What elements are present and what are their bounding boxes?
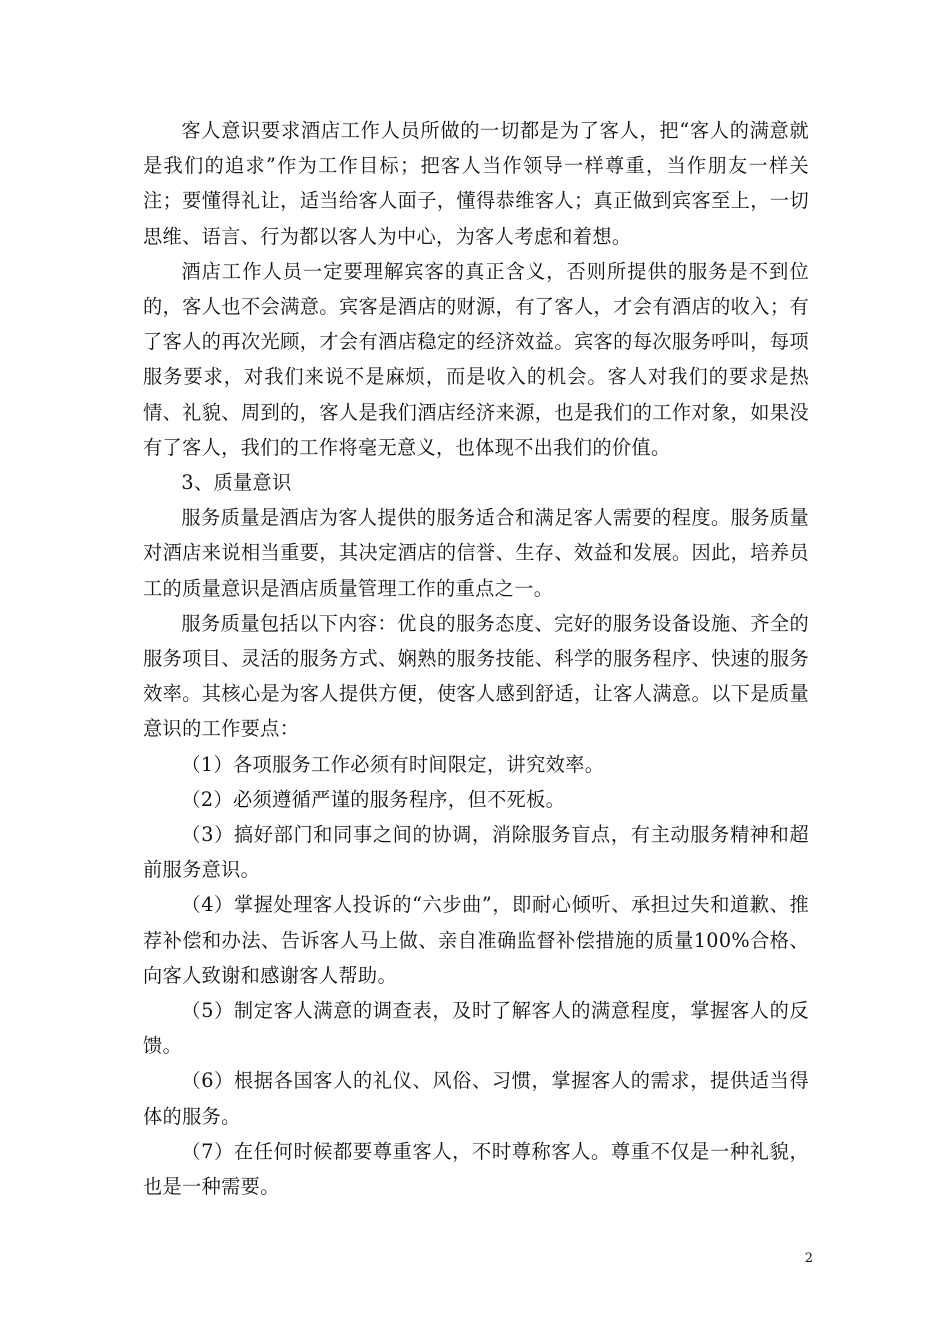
paragraph-service-quality-definition: 服务质量是酒店为客人提供的服务适合和满足客人需要的程度。服务质量对酒店来说相当重要，其决定酒店的信誉、生存、效益和发展。因此，培养员工的质量意识是酒店质量管理工作的重点之一。 [143, 506, 809, 600]
list-item-1: （1）各项服务工作必须有时间限定，讲究效率。 [181, 752, 605, 776]
paragraph-customer-awareness: 客人意识要求酒店工作人员所做的一切都是为了客人，把“客人的满意就是我们的追求”作为工作目标；把客人当作领导一样尊重，当作朋友一样关注；要懂得礼让，适当给客人面子，懂得恭维客人；真正做到宾客至上，一切思维、语言、行为都以客人为中心，为客人考虑和着想。 [143, 119, 809, 248]
list-item-4: （4）掌握处理客人投诉的“六步曲”，即耐心倾听、承担过失和道歉、推荐补偿和办法、告诉客人马上做、亲自准确监督补偿措施的质量100%合格、向客人致谢和感谢客人帮助。 [143, 893, 809, 987]
document-body [143, 113, 809, 1204]
paragraph-guest-meaning: 酒店工作人员一定要理解宾客的真正含义，否则所提供的服务是不到位的，客人也不会满意。宾客是酒店的财源，有了客人，才会有酒店的收入；有了客人的再次光顾，才会有酒店稳定的经济效益。宾客的每次服务呼叫，每项服务要求，对我们来说不是麻烦，而是收入的机会。客人对我们的要求是热情、礼貌、周到的，客人是我们酒店经济来源，也是我们的工作对象，如果没有了客人，我们的工作将毫无意义，也体现不出我们的价值。 [143, 259, 809, 459]
page-number: 2 [804, 1251, 813, 1266]
list-item-3: （3）搞好部门和同事之间的协调，消除服务盲点，有主动服务精神和超前服务意识。 [143, 823, 809, 882]
paragraph-service-quality-contents: 服务质量包括以下内容：优良的服务态度、完好的服务设备设施、齐全的服务项目、灵活的服务方式、娴熟的服务技能、科学的服务程序、快速的服务效率。其核心是为客人提供方便，使客人感到舒适，让客人满意。以下是质量意识的工作要点： [143, 611, 809, 741]
list-item-2: （2）必须遵循严谨的服务程序，但不死板。 [181, 787, 566, 811]
list-item-5: （5）制定客人满意的调查表，及时了解客人的满意程度，掌握客人的反馈。 [143, 999, 809, 1058]
list-item-6: （6）根据各国客人的礼仪、风俗、习惯，掌握客人的需求，提供适当得体的服务。 [143, 1069, 809, 1128]
list-item-7: （7）在任何时候都要尊重客人，不时尊称客人。尊重不仅是一种礼貌，也是一种需要。 [143, 1139, 809, 1199]
section-heading-quality-awareness: 3、质量意识 [181, 471, 292, 495]
